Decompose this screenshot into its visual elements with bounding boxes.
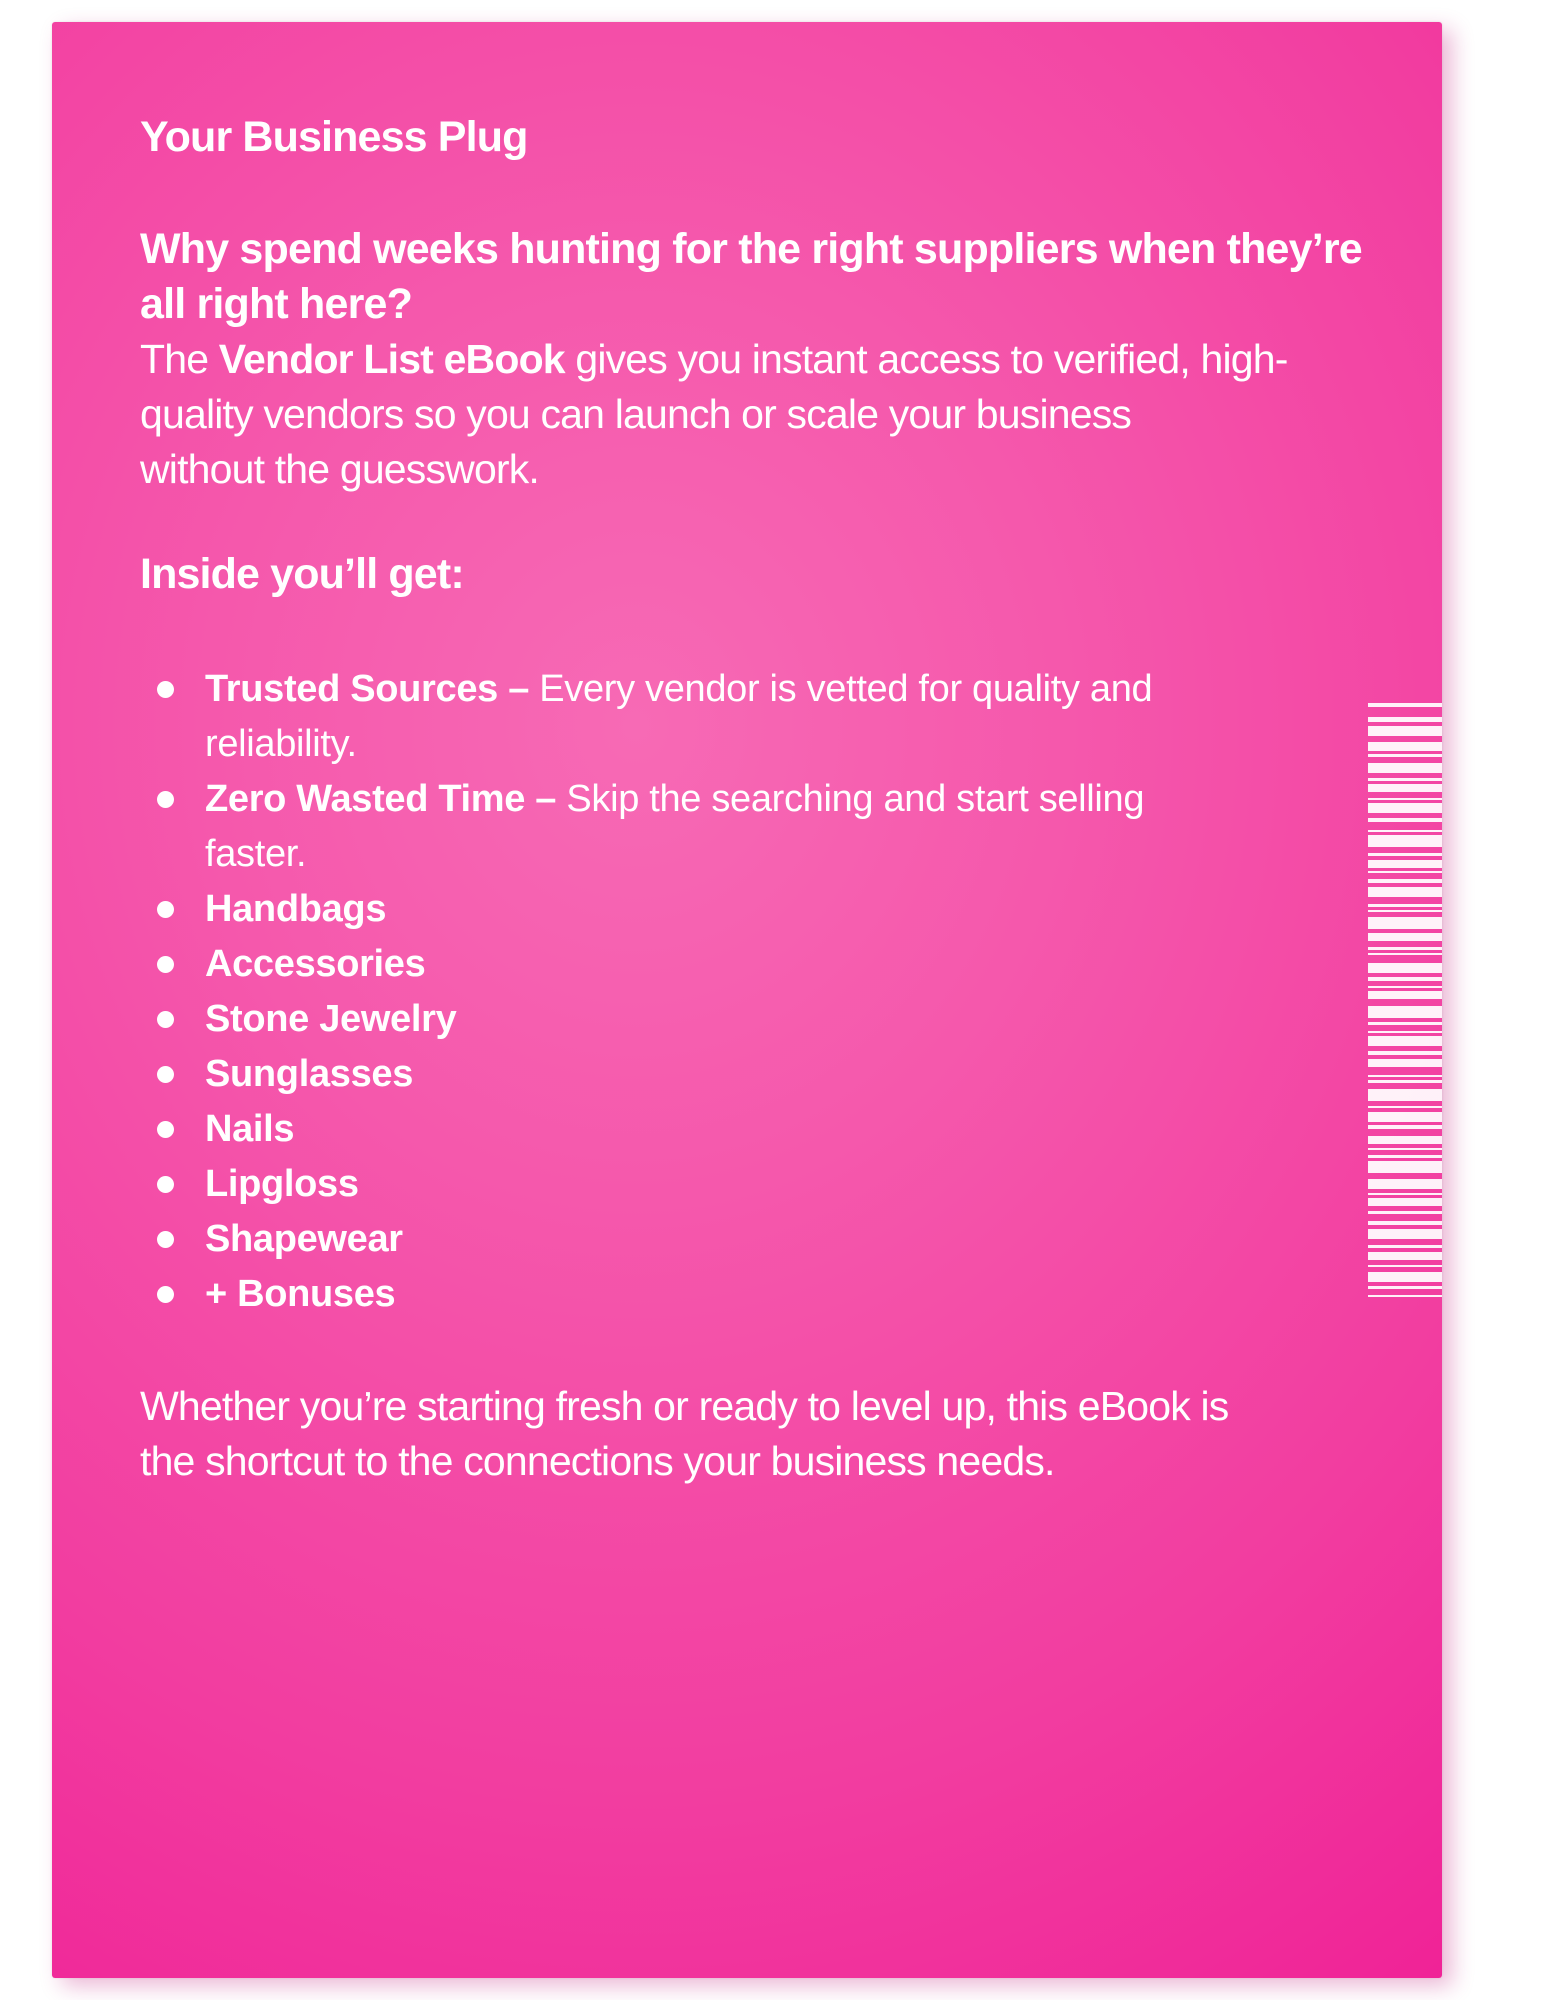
bullet-dot-icon — [157, 1121, 174, 1138]
text-line: all right here? — [140, 280, 413, 328]
text-segment: gives you instant access to verified, high- — [564, 336, 1288, 382]
bullet-dot-icon — [157, 1176, 174, 1193]
intro-paragraph — [140, 222, 1362, 497]
features-list — [140, 662, 1362, 1322]
list-item — [140, 937, 1362, 992]
text-segment-bold: Vendor List eBook — [218, 336, 565, 382]
list-item — [140, 1157, 1362, 1212]
closing-paragraph — [140, 1379, 1228, 1489]
bullet-bold: Handbags — [205, 888, 387, 930]
bullet-bold: + Bonuses — [205, 1273, 396, 1315]
bullet-bold: Nails — [205, 1108, 295, 1150]
bullet-list — [140, 662, 1362, 1322]
text-line: Whether you’re starting fresh or ready to level up, this eBook is — [140, 1383, 1229, 1429]
bullet-dot-icon — [157, 956, 174, 973]
bullet-text: Every vendor is vetted for quality and — [529, 668, 1153, 710]
list-item — [140, 1047, 1362, 1102]
bullet-dot-icon — [157, 791, 174, 808]
bullet-bold: Shapewear — [205, 1218, 403, 1260]
text-line: without the guesswork. — [140, 446, 540, 492]
bullet-bold: Sunglasses — [205, 1053, 414, 1095]
bullet-text: Skip the searching and start selling — [556, 778, 1145, 820]
text-line: quality vendors so you can launch or scale your business — [140, 391, 1132, 437]
text-line — [140, 332, 1362, 387]
list-item — [140, 882, 1362, 937]
bullet-dot-icon — [157, 681, 174, 698]
bullet-bold: Zero Wasted Time – — [205, 778, 557, 820]
bullet-bold: Accessories — [205, 943, 426, 985]
ebook-back-cover — [52, 22, 1442, 1978]
list-item — [140, 772, 1362, 882]
bullet-dot-icon — [157, 1066, 174, 1083]
list-item — [140, 662, 1362, 772]
bullet-wrap-line: faster. — [205, 833, 307, 875]
text-line: Why spend weeks hunting for the right suppliers when they’re — [140, 225, 1362, 273]
text-segment: The — [140, 336, 219, 382]
barcode — [1368, 703, 1442, 1297]
bullet-bold: Trusted Sources – — [205, 668, 530, 710]
list-item — [140, 1102, 1362, 1157]
page-title: Your Business Plug — [140, 113, 528, 161]
bullet-wrap-line: reliability. — [205, 723, 357, 765]
bullet-bold: Lipgloss — [205, 1163, 359, 1205]
list-heading: Inside you’ll get: — [140, 550, 464, 598]
list-item — [140, 1212, 1362, 1267]
bullet-dot-icon — [157, 1286, 174, 1303]
list-item — [140, 1267, 1362, 1322]
bullet-dot-icon — [157, 1011, 174, 1028]
bullet-bold: Stone Jewelry — [205, 998, 457, 1040]
bullet-dot-icon — [157, 901, 174, 918]
text-line: the shortcut to the connections your business needs. — [140, 1438, 1055, 1484]
list-item — [140, 992, 1362, 1047]
bullet-dot-icon — [157, 1231, 174, 1248]
